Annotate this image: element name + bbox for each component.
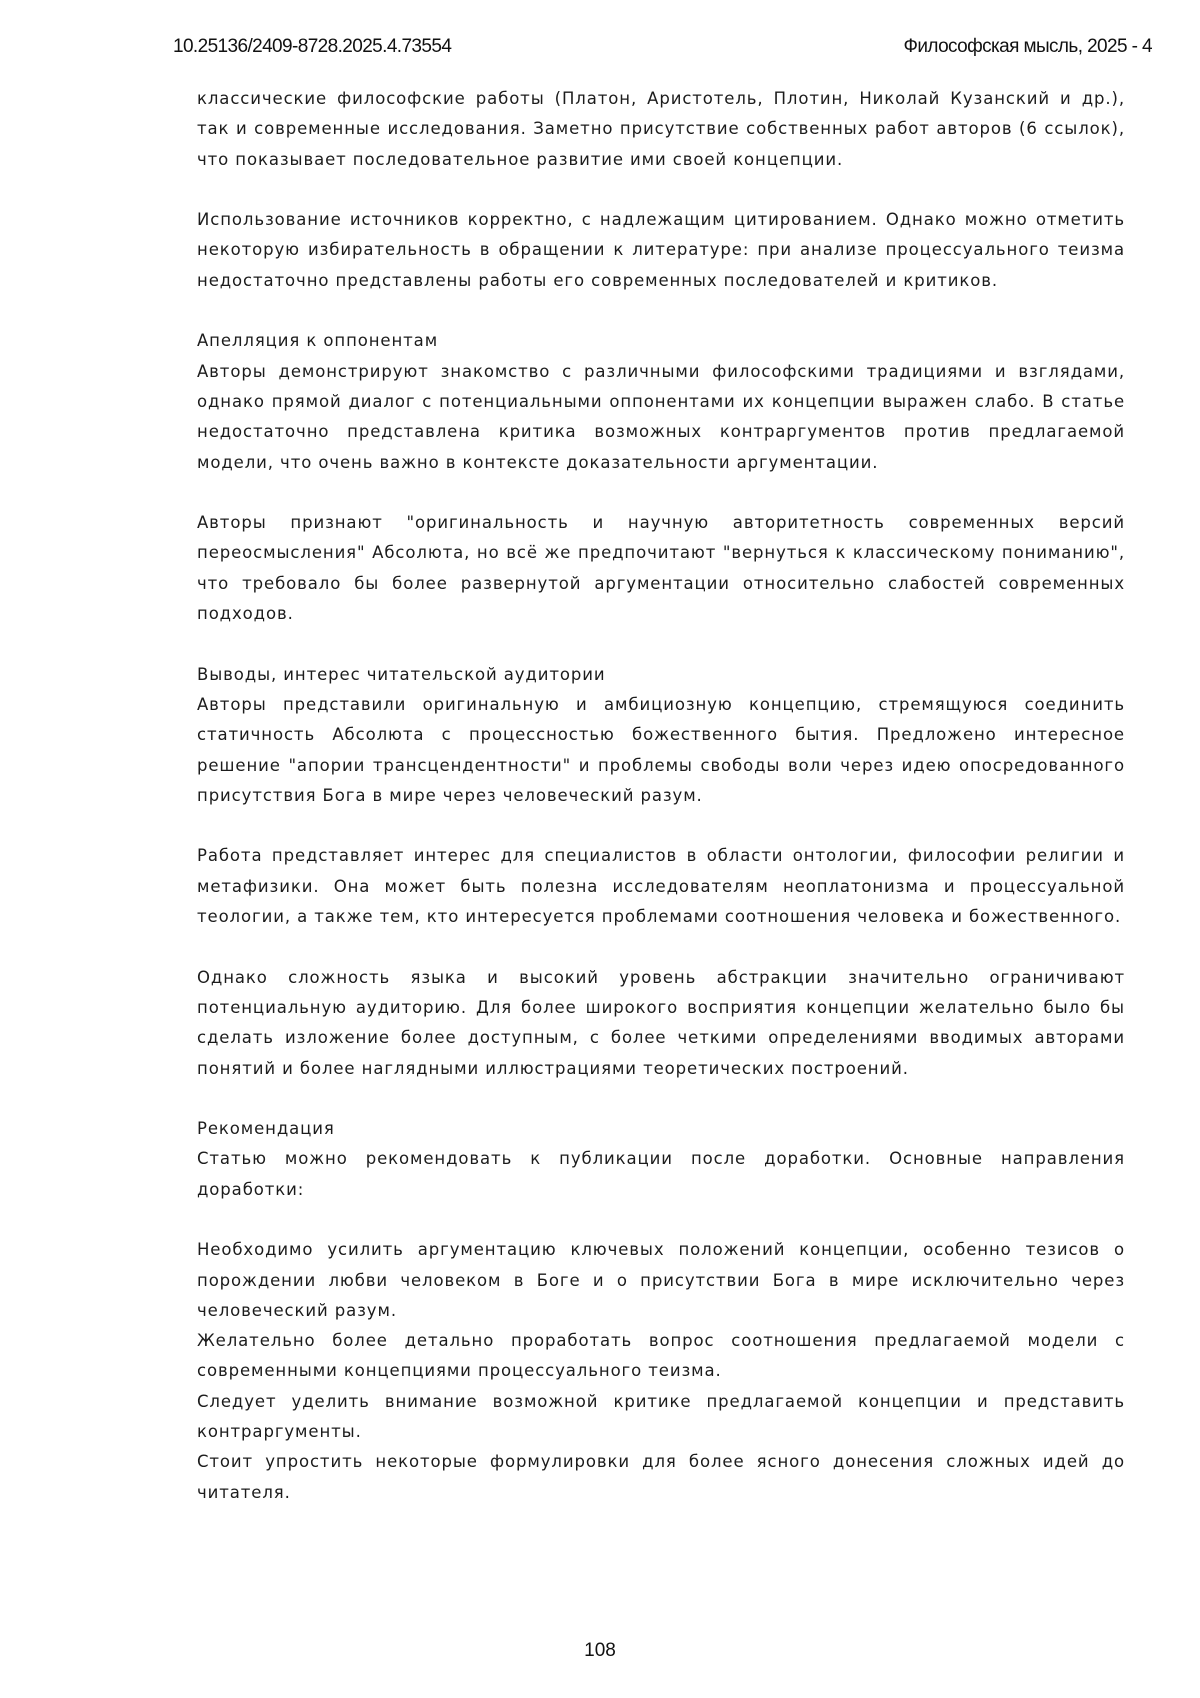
paragraph-conclusions-complexity: Однако сложность языка и высокий уровень абстракции значительно ограничивают потенциальную аудиторию. Для более широкого восприятия концепции желательно было бы сделать изложение более доступным, с более четкими определениями вводимых авторами понятий и более наглядными иллюстрациями теоретических построений. (197, 963, 1125, 1084)
paragraph-recommendation-intro: Статью можно рекомендовать к публикации после доработки. Основные направления доработки: (197, 1144, 1125, 1205)
paragraph-conclusions-audience: Работа представляет интерес для специалистов в области онтологии, философии религии и метафизики. Она может быть полезна исследователям неоплатонизма и процессуальной теологии, а также тем, кто интересуется проблемами соотношения человека и божественного. (197, 841, 1125, 932)
paragraph-conclusions-concept: Авторы представили оригинальную и амбициозную концепцию, стремящуюся соединить статичность Абсолюта с процессностью божественного бытия. Предложено интересное решение "апории трансцендентности" и проблемы свободы воли через идею опосредованного присутствия Бога в мире через человеческий разум. (197, 690, 1125, 811)
section-heading-conclusions: Выводы, интерес читательской аудитории (197, 660, 1125, 690)
recommendation-item: Стоит упростить некоторые формулировки для более ясного донесения сложных идей до читателя. (197, 1447, 1125, 1508)
paragraph-opponents-dialogue: Авторы демонстрируют знакомство с различными философскими традициями и взглядами, однако прямой диалог с потенциальными оппонентами их концепции выражен слабо. В статье недостаточно представлена критика возможных контраргументов против предлагаемой модели, что очень важно в контексте доказательности аргументации. (197, 357, 1125, 478)
page-number: 108 (0, 1640, 1200, 1662)
doi-text: 10.25136/2409-8728.2025.4.73554 (173, 36, 451, 58)
paragraph-opponents-absolute: Авторы признают "оригинальность и научную авторитетность современных версий переосмысления" Абсолюта, но всё же предпочитают "вернуться к классическому пониманию", что требовало бы более развернутой аргументации относительно слабостей современных подходов. (197, 508, 1125, 629)
document-body (197, 84, 1125, 1508)
journal-title: Философская мысль, 2025 - 4 (904, 36, 1152, 58)
section-heading-opponents: Апелляция к оппонентам (197, 326, 1125, 356)
paragraph-sources-overview: классические философские работы (Платон, Аристотель, Плотин, Николай Кузанский и др.), так и современные исследования. Заметно присутствие собственных работ авторов (6 ссылок), что показывает последовательное развитие ими своей концепции. (197, 84, 1125, 175)
section-heading-recommendation: Рекомендация (197, 1114, 1125, 1144)
recommendation-item: Следует уделить внимание возможной критике предлагаемой концепции и представить контраргументы. (197, 1387, 1125, 1448)
recommendation-item: Необходимо усилить аргументацию ключевых положений концепции, особенно тезисов о порождении любви человеком в Боге и о присутствии Бога в мире исключительно через человеческий разум. (197, 1235, 1125, 1326)
page-header (173, 36, 1152, 62)
recommendation-item: Желательно более детально проработать вопрос соотношения предлагаемой модели с современными концепциями процессуального теизма. (197, 1326, 1125, 1387)
paragraph-sources-usage: Использование источников корректно, с надлежащим цитированием. Однако можно отметить некоторую избирательность в обращении к литературе: при анализе процессуального теизма недостаточно представлены работы его современных последователей и критиков. (197, 205, 1125, 296)
